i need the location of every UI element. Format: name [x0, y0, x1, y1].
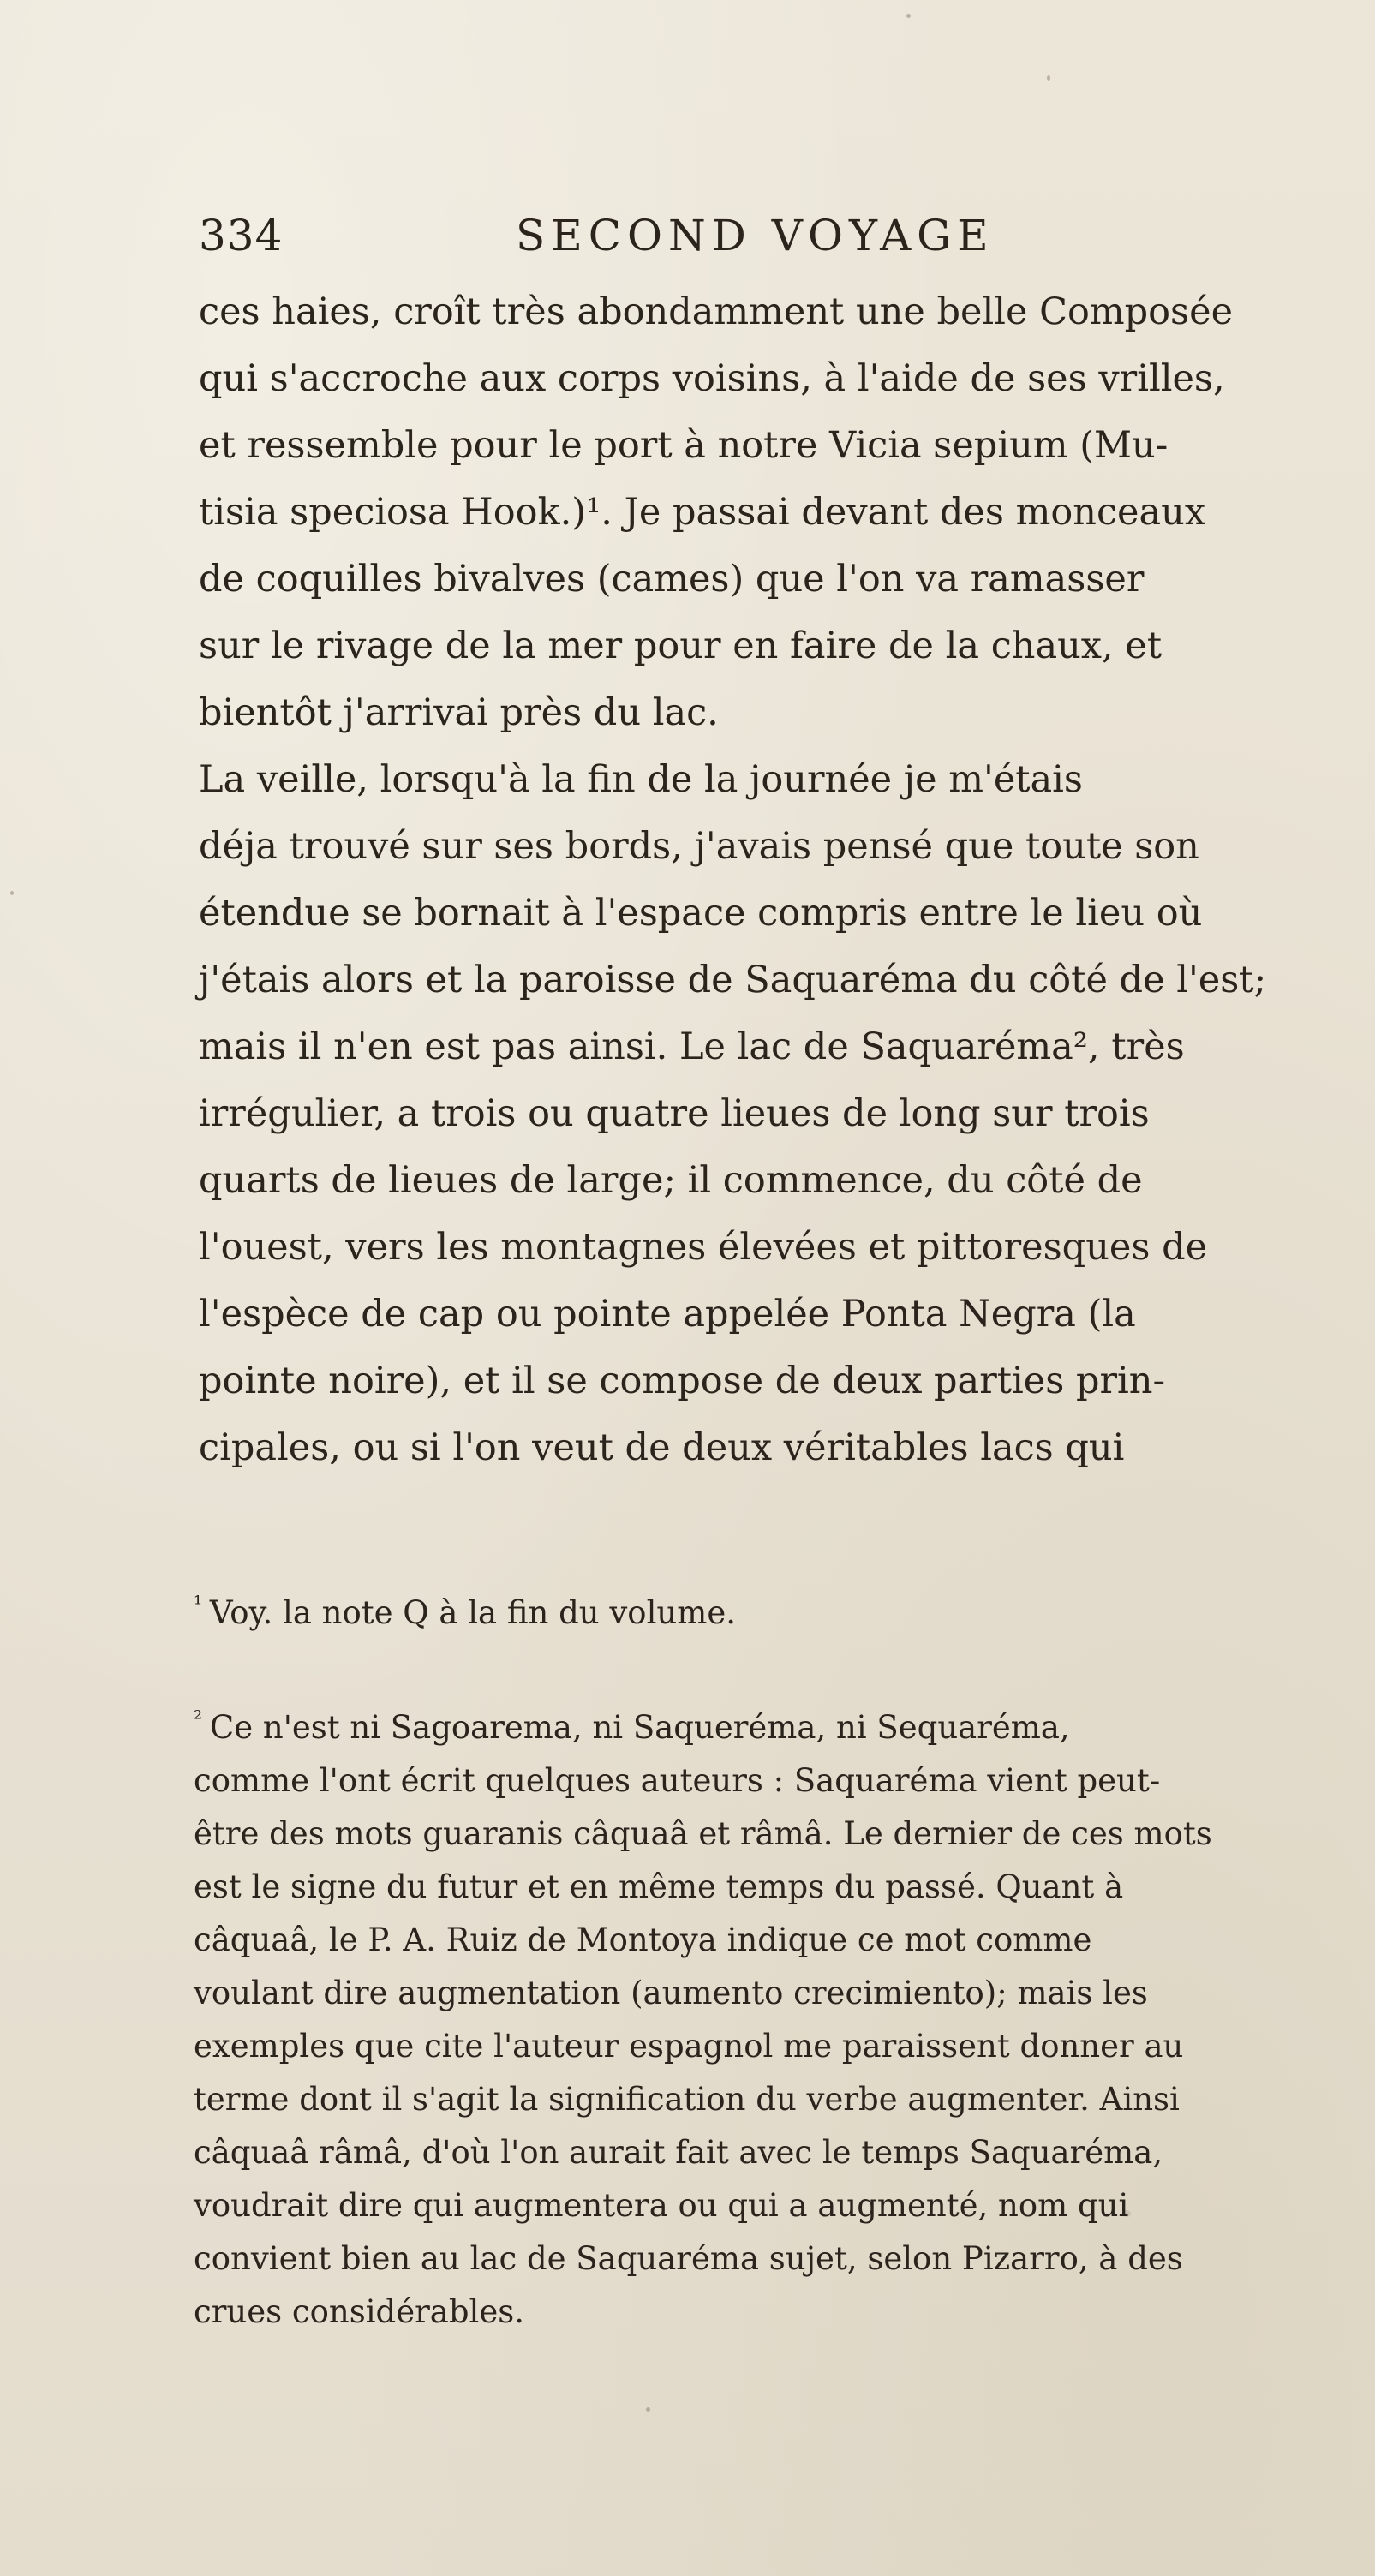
- body-text: ces haies, croît très abondamment une belle Composée qui s'accroche aux corps voisins, à l'aide de ses vrilles, et ressemble pour le port à notre Vicia sepium (Mu- tisia speciosa Hook.)¹. Je passai devant des monceaux de coquilles bivalves (cames) que l'on va ramasser sur le rivage de la mer pour en faire de la chaux, et bientôt j'arrivai près du lac. La veille, lorsqu'à la fin de la journée je m'étais déja trouvé sur ses bords, j'avais pensé que toute son étendue se bornait à l'espace compris entre le lieu où j'étais alors et la paroisse de Saquaréma du côté de l'est; mais il n'en est pas ainsi. Le lac de Saquaréma², très irrégulier, a trois ou quatre lieues de long sur trois quarts de lieues de large; il commence, du côté de l'ouest, vers les montagnes élevées et pittoresques de l'espèce de cap ou pointe appelée Ponta Negra (la pointe noire), et il se compose de deux parties prin- cipales, ou si l'on veut de deux véritables lacs qui: [199, 290, 1267, 1469]
- footnote-1: [194, 1525, 1338, 1640]
- paper-speck: [10, 891, 14, 895]
- footnote-2-text: Ce n'est ni Sagoarema, ni Saqueréma, ni Sequaréma, comme l'ont écrit quelques auteurs : Saquaréma vient peut- être des mots guaranis câquaâ et râmâ. Le dernier de ces mots est le signe du futur et en même temps du passé. Quant à câquaâ, le P. A. Ruiz de Montoya indique ce mot comme voulant dire augmentation (aumento crecimiento); mais les exemples que cite l'auteur espagnol me paraissent donner au terme dont il s'agit la signification du verbe augmenter. Ainsi câquaâ râmâ, d'où l'on aurait fait avec le temps Saquaréma, voudrait dire qui augmentera ou qui a augmenté, nom qui convient bien au lac de Saquaréma sujet, selon Pizarro, à des crues considérables.: [194, 1708, 1212, 2330]
- paper-speck: [646, 2407, 650, 2412]
- paper-speck: [1047, 75, 1050, 81]
- running-head: SECOND VOYAGE: [516, 211, 995, 260]
- paper-speck: [906, 14, 911, 18]
- footnote-mark-2: ²: [194, 1706, 203, 1731]
- footnote-mark-1: ¹: [194, 1592, 203, 1617]
- footnotes: [194, 1525, 1338, 2339]
- page-header: [199, 206, 1338, 266]
- footnote-1-text: Voy. la note Q à la fin du volume.: [209, 1593, 736, 1631]
- page-number: 334: [199, 211, 284, 260]
- footnote-2: [194, 1640, 1338, 2339]
